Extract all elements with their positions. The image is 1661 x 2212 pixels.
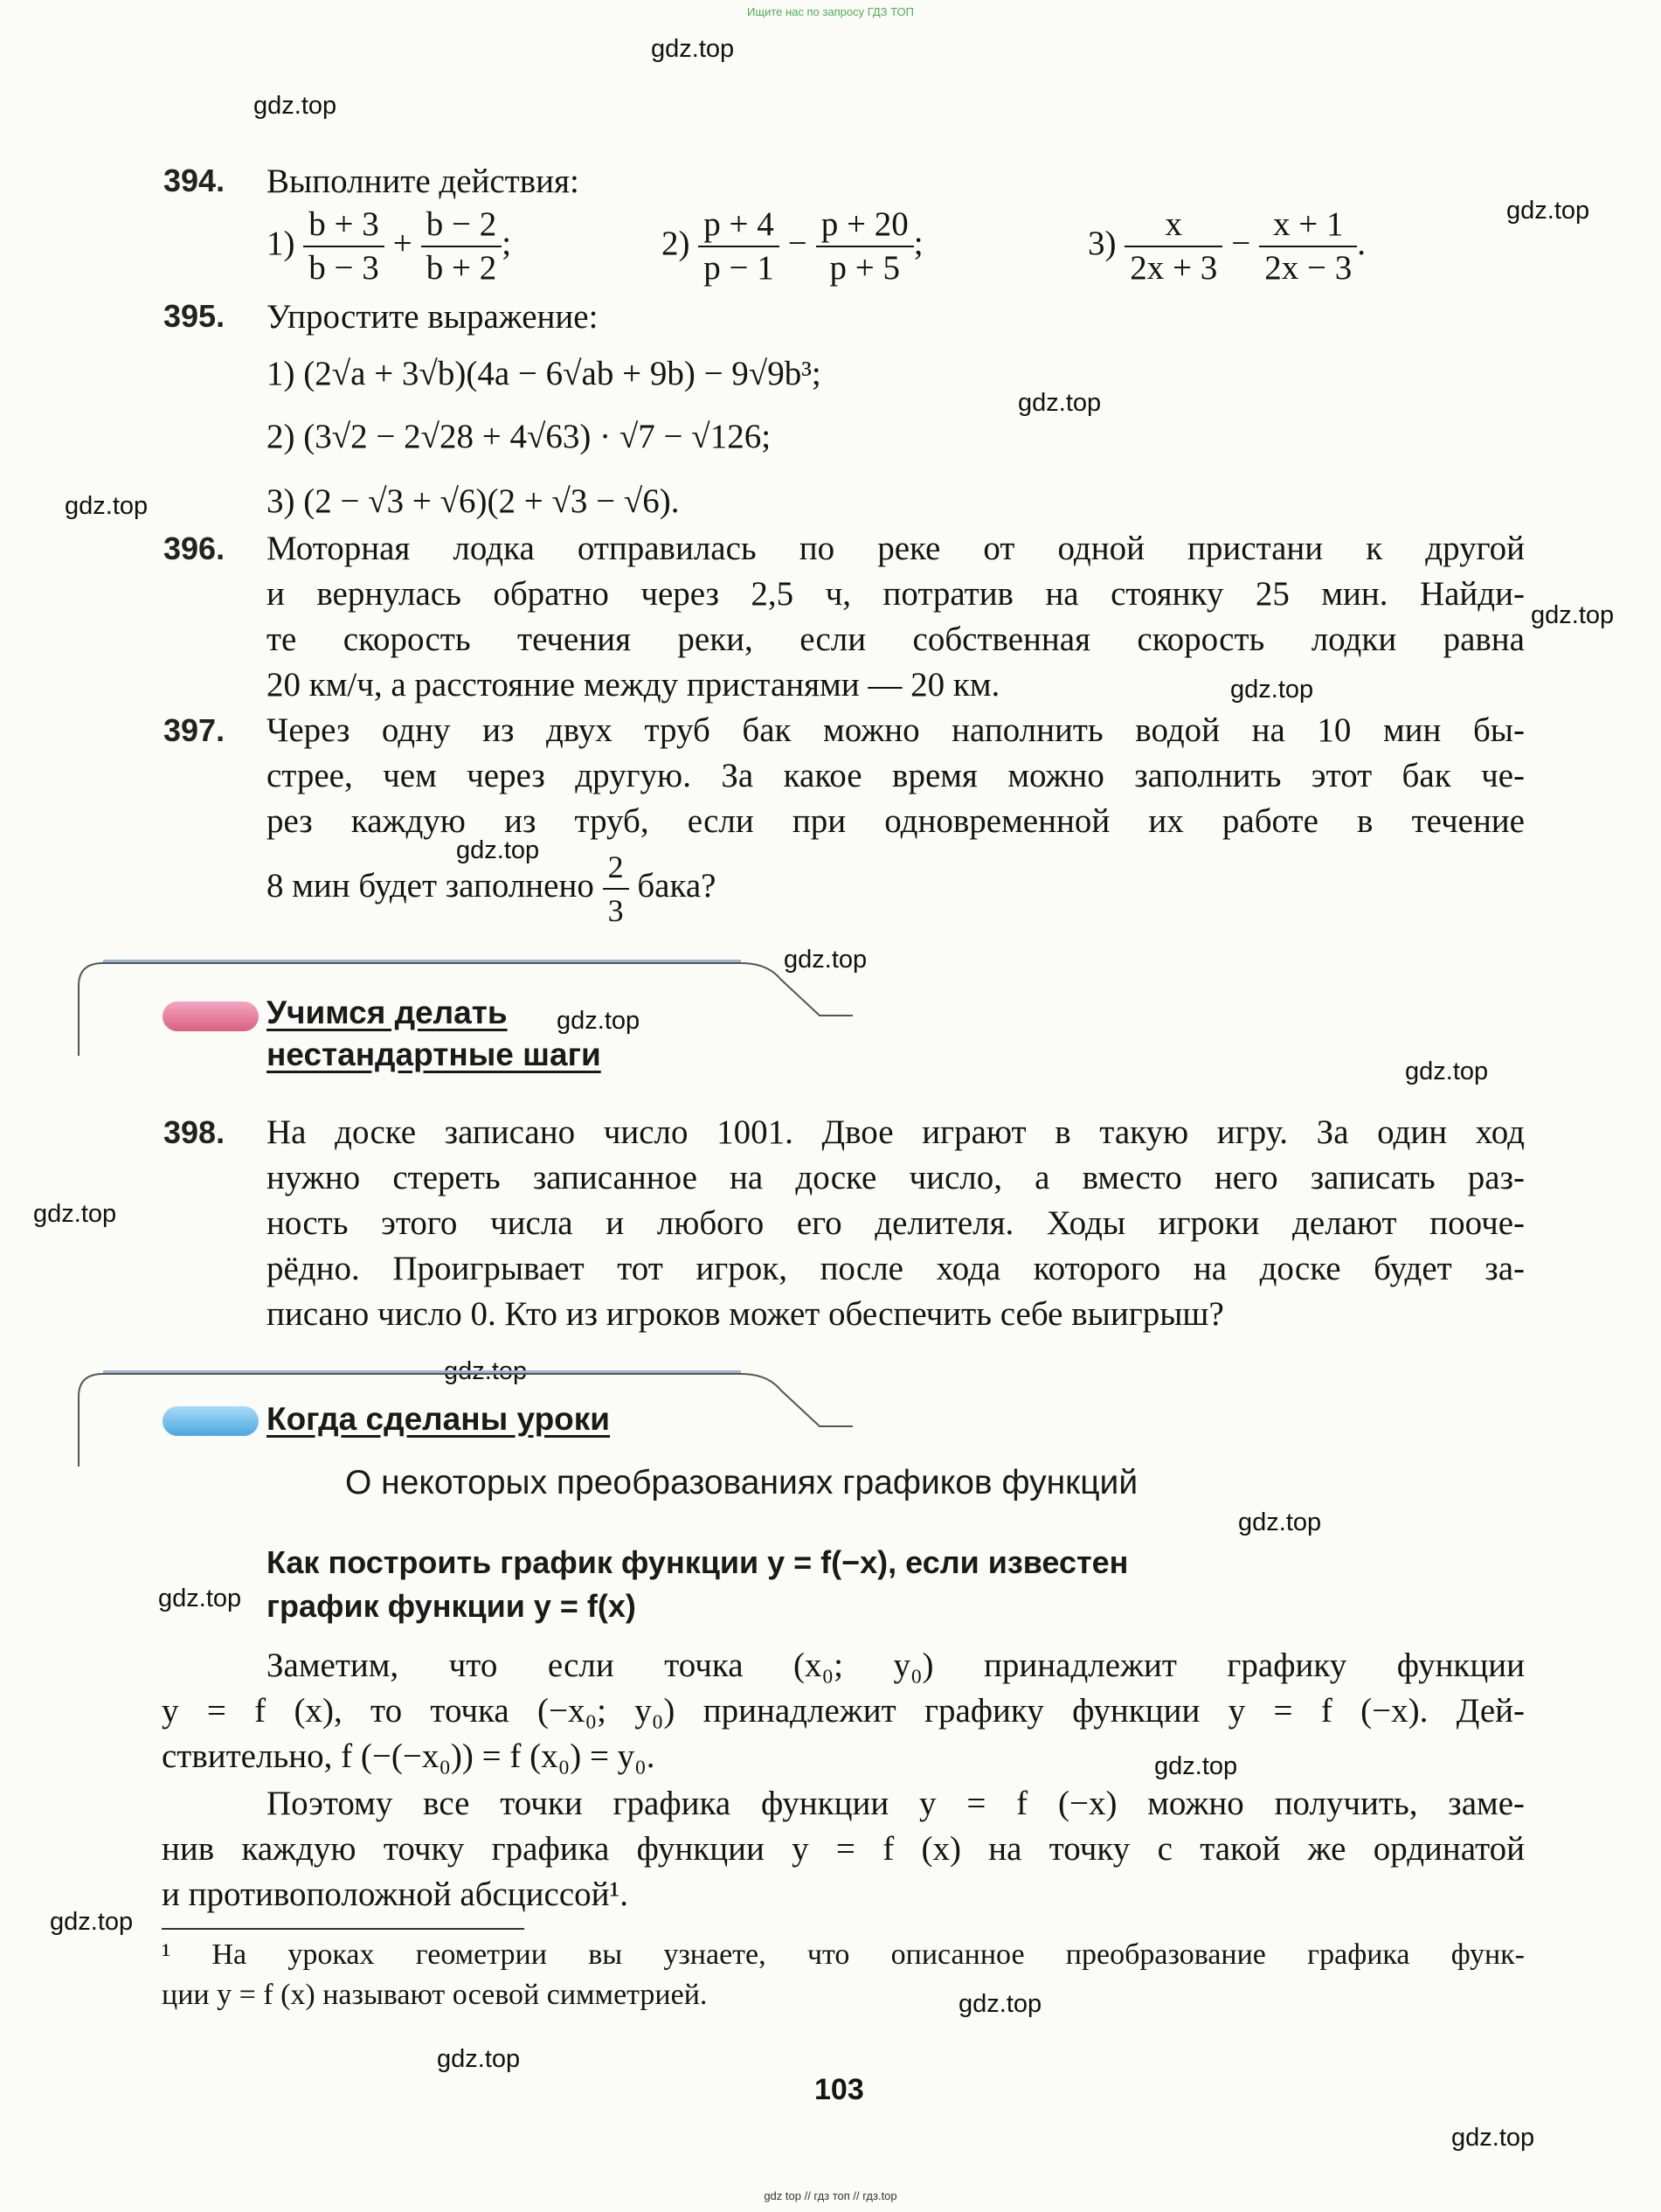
expression-395-3: 3) (2 − √3 + √6)(2 + √3 − √6). (266, 482, 680, 520)
watermark: gdz.top (456, 836, 540, 864)
paragraph: Заметим, что если точка (x₀; y₀) принадлежит графику функции y = f (x), то точка (−x₀; y₀) принадлежит графику функции y = f (−x). Дей- ствительно, f (−(−x₀)) = f (x₀) = y₀. (162, 1647, 1525, 1775)
watermark: gdz.top (33, 1200, 117, 1228)
bottom-banner: gdz top // гдз топ // гдз.top (764, 2189, 897, 2202)
watermark: gdz.top (1154, 1752, 1238, 1780)
problem-text-last-line: 8 мин будет заполнено $\frac{2}{3}$ бака? (266, 846, 716, 932)
top-banner: Ищите нас по запросу ГДЗ ТОП (747, 5, 914, 18)
section-title: Когда сделаны уроки (266, 1401, 611, 1437)
watermark: gdz.top (253, 92, 337, 120)
problem-number: 395. (163, 298, 225, 334)
problem-number: 396. (163, 530, 225, 566)
watermark: gdz.top (1018, 389, 1102, 417)
expression-394-1: 1) $\frac{b + 3}{b - 3}$ + $\frac{b - 2}{b + 2}$ ; (266, 205, 512, 287)
expression-395-2: 2) (3√2 − 2√28 + 4√63) · √7 − √126; (266, 418, 772, 455)
problem-number: 398. (163, 1114, 225, 1150)
page-number: 103 (814, 2073, 864, 2106)
watermark: gdz.top (1451, 2124, 1535, 2152)
problem-text: На доске записано число 1001. Двое играют в такую игру. За один ход нужно стереть записанное на доске число, а вместо него записать раз- ность этого числа и любого его делителя. Ходы игроки делают пооче- рёдно. Проигрывает тот игрок, после хода которого на доске будет за- писано число 0. Кто из игроков может обеспечить себе выигрыш? (266, 1113, 1525, 1333)
watermark: gdz.top (50, 1908, 134, 1936)
problem-text: Выполните действия: (266, 163, 579, 200)
watermark: gdz.top (1506, 197, 1590, 225)
footnote: ¹ На уроках геометрии вы узнаете, что описанное преобразование графика функ- ции y = f (x) называют осевой симметрией. (162, 1938, 1525, 2011)
section-title: Учимся делать нестандартные шаги (266, 995, 601, 1072)
problem-text: Через одну из двух труб бак можно наполнить водой на 10 мин бы- стрее, чем через другую. За какое время можно заполнить этот бак че- рез каждую из труб, если при одновременной их работе в течение (266, 711, 1525, 840)
paragraph: Поэтому все точки графика функции y = f (−x) можно получить, заме- нив каждую точку графика функции y = f (x) на точку с такой же ординатой и противоположной абсциссой¹. (162, 1785, 1525, 1913)
watermark: gdz.top (651, 35, 735, 63)
problem-text: Моторная лодка отправилась по реке от одной пристани к другой и вернулась обратно через 2,5 ч, потратив на стоянку 25 мин. Найди- те скорость течения реки, если собственная скорость лодки равна 20 км/ч, а расстояние между пристанями — 20 км. (266, 530, 1525, 704)
watermark: gdz.top (1238, 1508, 1322, 1536)
watermark: gdz.top (444, 1357, 528, 1385)
watermark: gdz.top (1230, 676, 1314, 704)
section-pill (163, 1002, 259, 1031)
expression-394-3: 3) $\frac{x}{2x + 3}$ − $\frac{x + 1}{2x - 3}$ . (1088, 205, 1366, 287)
section-pill (163, 1406, 259, 1436)
problem-text: Упростите выражение: (266, 298, 599, 336)
watermark: gdz.top (158, 1584, 242, 1612)
watermark: gdz.top (1531, 601, 1615, 629)
watermark: gdz.top (437, 2045, 521, 2073)
expression-394-2: 2) $\frac{p + 4}{p - 1}$ − $\frac{p + 20}{p + 5}$ ; (661, 205, 924, 287)
article-subheading: Как построить график функции y = f(−x), если известен график функции y = f(x) (266, 1544, 1129, 1624)
watermark: gdz.top (1405, 1057, 1489, 1085)
expression-395-1: 1) (2√a + 3√b)(4a − 6√ab + 9b) − 9√9b³; (266, 355, 821, 392)
problem-number: 394. (163, 163, 225, 198)
article-heading: О некоторых преобразованиях графиков функций (345, 1464, 1138, 1501)
watermark: gdz.top (557, 1007, 640, 1035)
problem-number: 397. (163, 712, 225, 748)
watermark: gdz.top (65, 492, 149, 520)
watermark: gdz.top (784, 946, 868, 974)
footnote-rule (162, 1928, 524, 1930)
watermark: gdz.top (959, 1990, 1042, 2018)
